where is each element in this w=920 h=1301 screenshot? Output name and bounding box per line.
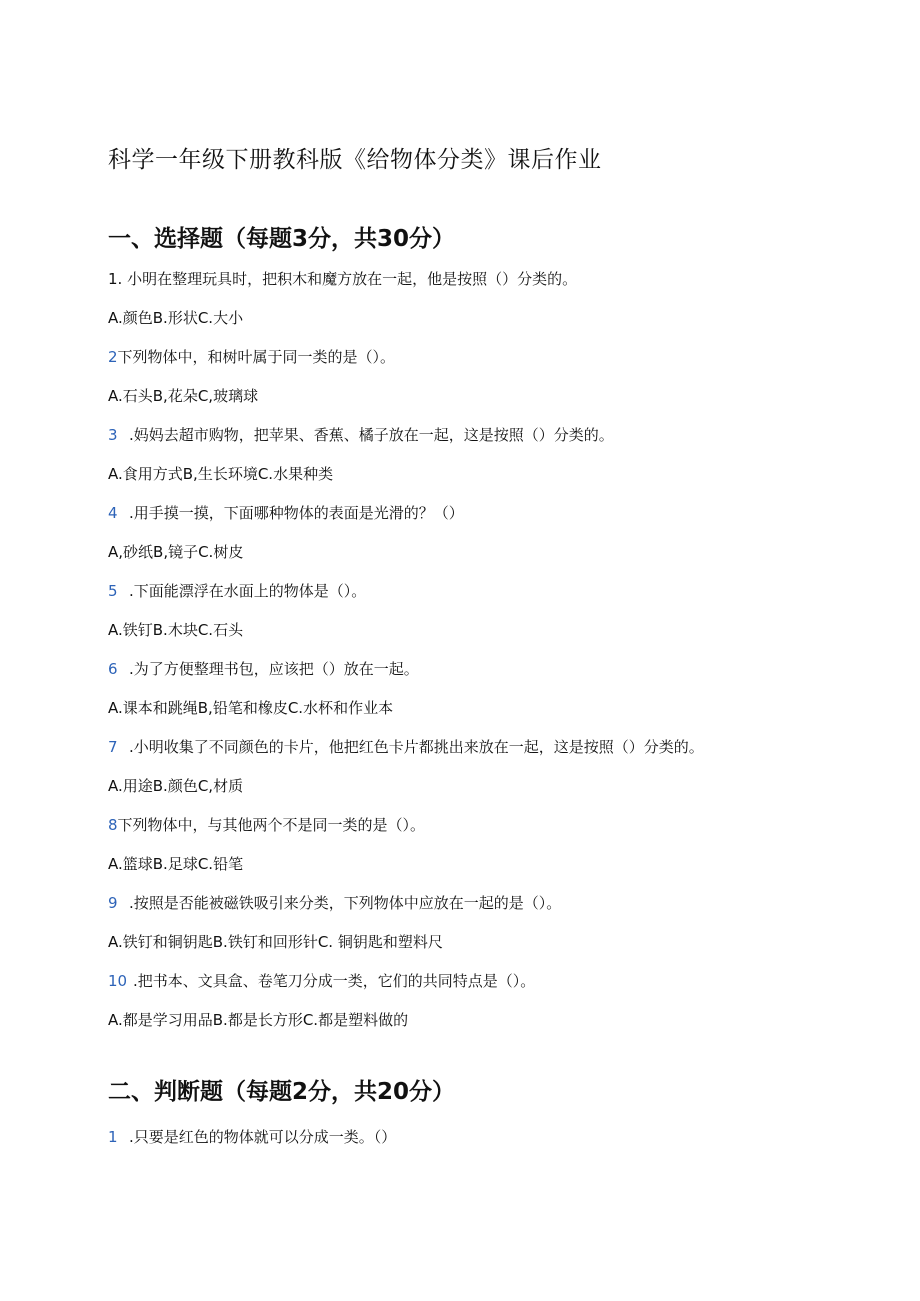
question-number: 6 — [108, 660, 118, 678]
section-heading-choice: 一、选择题（每题3分，共30分） — [108, 226, 456, 252]
judgment-question-1 — [108, 1127, 396, 1147]
question-4 — [108, 503, 464, 523]
question-number: 9 — [108, 894, 118, 912]
question-number: 10 — [108, 972, 128, 990]
question-8-options: A.篮球B.足球C.铅笔 — [108, 855, 244, 873]
question-text: 下列物体中，与其他两个不是同一类的是（）。 — [117, 816, 426, 834]
question-2-options: A.石头B,花朵C,玻璃球 — [108, 387, 259, 405]
question-4-options: A,砂纸B,镜子C.树皮 — [108, 543, 244, 561]
question-9-options: A.铁钉和铜钥匙B.铁钉和回形针C. 铜钥匙和塑料尺 — [108, 933, 443, 951]
question-5 — [108, 581, 366, 601]
question-text: .妈妈去超市购物，把苹果、香蕉、橘子放在一起，这是按照（）分类的。 — [129, 426, 614, 444]
question-3 — [108, 425, 614, 445]
question-text: 下列物体中，和树叶属于同一类的是（）。 — [117, 348, 396, 366]
question-number: 8 — [108, 816, 118, 834]
question-10 — [108, 971, 535, 991]
question-8 — [108, 815, 425, 835]
section-heading-judgment: 二、判断题（每题2分，共20分） — [108, 1079, 456, 1105]
question-text: .下面能漂浮在水面上的物体是（）。 — [129, 582, 367, 600]
question-text: .只要是红色的物体就可以分成一类。（） — [129, 1128, 397, 1146]
question-number: 5 — [108, 582, 118, 600]
question-number: 7 — [108, 738, 118, 756]
question-1 — [108, 269, 577, 289]
question-3-options: A.食用方式B,生长环境C.水果种类 — [108, 465, 334, 483]
question-text: .按照是否能被磁铁吸引来分类，下列物体中应放在一起的是（）。 — [129, 894, 562, 912]
document-title: 科学一年级下册教科版《给物体分类》课后作业 — [108, 147, 602, 173]
question-6-options: A.课本和跳绳B,铅笔和橡皮C.水杯和作业本 — [108, 699, 394, 717]
question-9 — [108, 893, 561, 913]
question-7 — [108, 737, 704, 757]
question-number: 4 — [108, 504, 118, 522]
question-5-options: A.铁钉B.木块C.石头 — [108, 621, 244, 639]
question-text: .用手摸一摸，下面哪种物体的表面是光滑的？（） — [129, 504, 464, 522]
question-1-options: A.颜色B.形状C.大小 — [108, 309, 244, 327]
question-6 — [108, 659, 419, 679]
question-number: 1 — [108, 1128, 118, 1146]
question-text: 小明在整理玩具时，把积木和魔方放在一起，他是按照（）分类的。 — [127, 270, 578, 288]
question-text: .把书本、文具盒、卷笔刀分成一类，它们的共同特点是（）。 — [133, 972, 536, 990]
question-number: 2 — [108, 348, 118, 366]
question-number: 3 — [108, 426, 118, 444]
question-2 — [108, 347, 395, 367]
question-number: 1. — [108, 270, 123, 288]
question-text: .为了方便整理书包，应该把（）放在一起。 — [129, 660, 419, 678]
question-10-options: A.都是学习用品B.都是长方形C.都是塑料做的 — [108, 1011, 409, 1029]
question-text: .小明收集了不同颜色的卡片，他把红色卡片都挑出来放在一起，这是按照（）分类的。 — [129, 738, 704, 756]
question-7-options: A.用途B.颜色C,材质 — [108, 777, 244, 795]
